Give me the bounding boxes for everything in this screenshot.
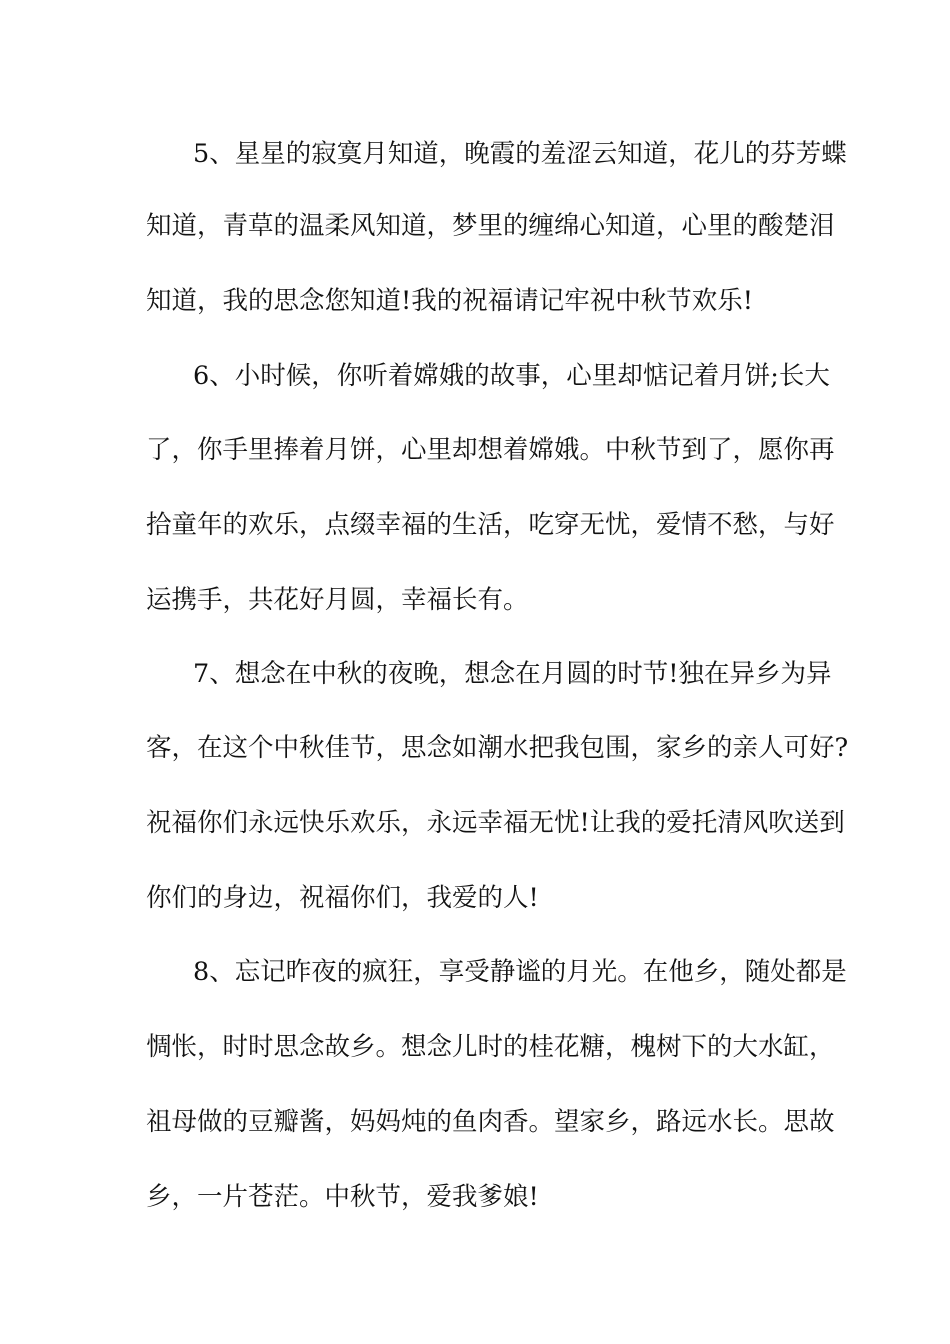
paragraph-line: 乡，一片苍茫。中秋节，爱我爹娘!: [146, 1182, 539, 1212]
paragraph-line: 你们的身边，祝福你们，我爱的人!: [146, 883, 539, 913]
paragraph-line: 5、星星的寂寞月知道，晚霞的羞涩云知道，花儿的芬芳蝶: [193, 139, 847, 169]
paragraph-line: 拾童年的欢乐，点缀幸福的生活，吃穿无忧，爱情不愁，与好: [146, 510, 835, 540]
paragraph-line: 知道，青草的温柔风知道，梦里的缠绵心知道，心里的酸楚泪: [146, 211, 835, 241]
paragraph-line: 运携手，共花好月圆，幸福长有。: [146, 585, 529, 615]
paragraph-line: 8、忘记昨夜的疯狂，享受静谧的月光。在他乡，随处都是: [193, 957, 847, 987]
paragraph-line: 祖母做的豆瓣酱，妈妈炖的鱼肉香。望家乡，路远水长。思故: [146, 1107, 835, 1137]
paragraph-line: 惆怅，时时思念故乡。想念儿时的桂花糖，槐树下的大水缸，: [146, 1032, 835, 1062]
paragraph-line: 祝福你们永远快乐欢乐，永远幸福无忧!让我的爱托清风吹送到: [146, 808, 845, 838]
paragraph-line: 知道，我的思念您知道!我的祝福请记牢祝中秋节欢乐!: [146, 286, 753, 316]
paragraph-line: 6、小时候，你听着嫦娥的故事，心里却惦记着月饼;长大: [193, 361, 830, 391]
paragraph-line: 客，在这个中秋佳节，思念如潮水把我包围，家乡的亲人可好?: [146, 733, 849, 763]
paragraph-line: 了，你手里捧着月饼，心里却想着嫦娥。中秋节到了，愿你再: [146, 435, 835, 465]
paragraph-line: 7、想念在中秋的夜晚，想念在月圆的时节!独在异乡为异: [193, 659, 832, 689]
